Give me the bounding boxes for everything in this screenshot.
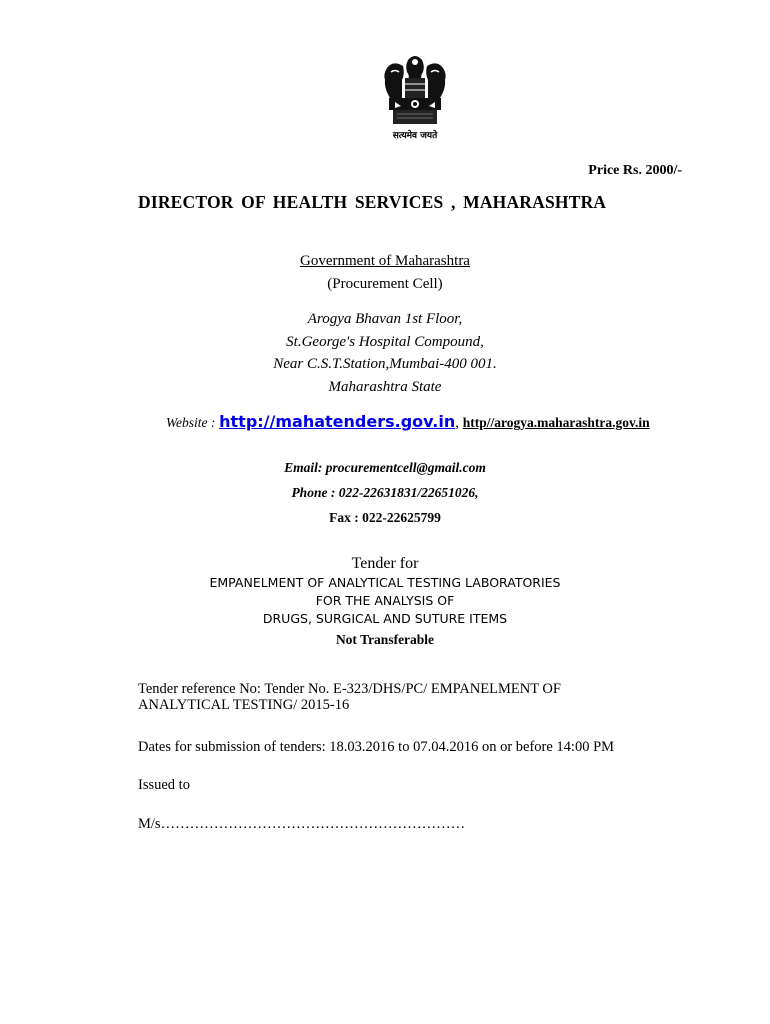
issued-to-label: Issued to <box>138 777 190 793</box>
office-cell: (Procurement Cell) <box>327 276 443 292</box>
address-line-3: Near C.S.T.Station,Mumbai-400 001. <box>273 356 497 372</box>
tender-subject-line-2: FOR THE ANALYSIS OF <box>315 593 455 608</box>
state-emblem-icon <box>375 50 455 142</box>
page-title: DIRECTOR OF HEALTH SERVICES , MAHARASHTRA <box>138 192 607 212</box>
mahatenders-link[interactable]: http://mahatenders.gov.in <box>219 412 456 431</box>
address-line-1: Arogya Bhavan 1st Floor, <box>307 311 463 327</box>
website-row <box>166 412 650 432</box>
not-transferable-label: Not Transferable <box>335 632 435 647</box>
address-line-2: St.George's Hospital Compound, <box>286 334 484 350</box>
government-name: Government of Maharashtra <box>300 253 470 269</box>
submission-dates: Dates for submission of tenders: 18.03.2016 to 07.04.2016 on or before 14:00 PM <box>138 739 615 755</box>
tender-subject-line-3: DRUGS, SURGICAL AND SUTURE ITEMS <box>262 611 508 626</box>
tender-reference-line-1: Tender reference No: Tender No. E-323/DHS/PC/ EMPANELMENT OF <box>138 681 561 697</box>
email-line: Email: procurementcell@gmail.com <box>284 460 486 475</box>
website-label: Website : <box>166 415 216 430</box>
tender-heading: Tender for <box>351 555 419 572</box>
fax-line: Fax : 022-22625799 <box>329 510 441 525</box>
address-line-4: Maharashtra State <box>328 379 442 395</box>
price-label: Price Rs. 2000/- <box>588 163 682 178</box>
tender-subject-line-1: EMPANELMENT OF ANALYTICAL TESTING LABORATORIES <box>209 575 561 590</box>
ms-line: M/s……………………………………………………… <box>138 816 466 832</box>
tender-reference-line-2: ANALYTICAL TESTING/ 2015-16 <box>138 697 350 713</box>
emblem-motto: सत्यमेव जयते <box>392 131 438 141</box>
phone-line: Phone : 022-22631831/22651026, <box>291 485 479 500</box>
website-separator: , <box>455 415 459 431</box>
arogya-link[interactable]: http//arogya.maharashtra.gov.in <box>462 415 650 430</box>
